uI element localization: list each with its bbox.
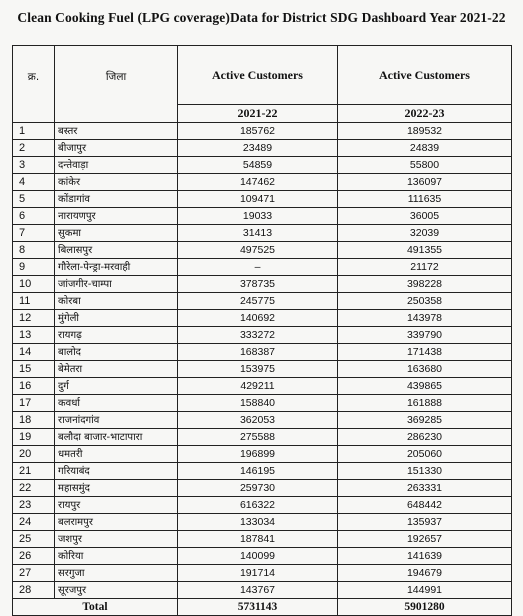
district-cell: सुकमा	[55, 225, 178, 242]
serial-number-cell: 9	[13, 259, 55, 276]
table-row	[13, 480, 512, 497]
customers-2021-22-cell: 54859	[178, 157, 338, 174]
customers-2022-23-cell: 398228	[338, 276, 512, 293]
customers-2021-22-cell: 109471	[178, 191, 338, 208]
year-header-a: 2021-22	[178, 105, 338, 123]
customers-2021-22-cell: 497525	[178, 242, 338, 259]
serial-number-cell: 23	[13, 497, 55, 514]
customers-2022-23-cell: 439865	[338, 378, 512, 395]
customers-2022-23-cell: 161888	[338, 395, 512, 412]
customers-2021-22-cell: 143767	[178, 582, 338, 599]
customers-2021-22-cell: 140692	[178, 310, 338, 327]
table-row	[13, 140, 512, 157]
table-row	[13, 276, 512, 293]
customers-2021-22-cell: 333272	[178, 327, 338, 344]
customers-2022-23-cell: 194679	[338, 565, 512, 582]
table-row	[13, 361, 512, 378]
table-row	[13, 412, 512, 429]
district-cell: बीजापुर	[55, 140, 178, 157]
district-cell: सरगुजा	[55, 565, 178, 582]
serial-number-cell: 8	[13, 242, 55, 259]
customers-2022-23-cell: 136097	[338, 174, 512, 191]
table-row	[13, 582, 512, 599]
district-cell: कांकेर	[55, 174, 178, 191]
district-cell: बिलासपुर	[55, 242, 178, 259]
customers-2022-23-cell: 286230	[338, 429, 512, 446]
serial-number-cell: 3	[13, 157, 55, 174]
year-header-b: 2022-23	[338, 105, 512, 123]
customers-2022-23-cell: 143978	[338, 310, 512, 327]
serial-number-cell: 12	[13, 310, 55, 327]
district-cell: कोरबा	[55, 293, 178, 310]
table-row	[13, 259, 512, 276]
district-cell: जांजगीर-चाम्पा	[55, 276, 178, 293]
district-cell: महासमुंद	[55, 480, 178, 497]
serial-number-cell: 17	[13, 395, 55, 412]
customers-2022-23-cell: 171438	[338, 344, 512, 361]
table-row	[13, 208, 512, 225]
customers-2022-23-cell: 192657	[338, 531, 512, 548]
serial-number-cell: 13	[13, 327, 55, 344]
district-cell: मुंगेली	[55, 310, 178, 327]
district-cell: कवर्धा	[55, 395, 178, 412]
serial-number-cell: 26	[13, 548, 55, 565]
table-row	[13, 548, 512, 565]
table-row	[13, 310, 512, 327]
district-cell: दुर्ग	[55, 378, 178, 395]
district-cell: रायगढ़	[55, 327, 178, 344]
customers-2021-22-cell: 362053	[178, 412, 338, 429]
customers-2021-22-cell: 23489	[178, 140, 338, 157]
serial-number-cell: 10	[13, 276, 55, 293]
customers-2021-22-cell: 133034	[178, 514, 338, 531]
serial-number-cell: 19	[13, 429, 55, 446]
customers-2021-22-cell: 140099	[178, 548, 338, 565]
customers-2021-22-cell: 429211	[178, 378, 338, 395]
table-row	[13, 565, 512, 582]
table-row	[13, 531, 512, 548]
customers-2022-23-cell: 24839	[338, 140, 512, 157]
serial-number-cell: 20	[13, 446, 55, 463]
serial-number-cell: 14	[13, 344, 55, 361]
active-customers-header-a: Active Customers	[178, 46, 338, 105]
customers-2022-23-cell: 648442	[338, 497, 512, 514]
serial-number-cell: 6	[13, 208, 55, 225]
customers-2022-23-cell: 111635	[338, 191, 512, 208]
district-cell: बस्तर	[55, 123, 178, 140]
customers-2022-23-cell: 250358	[338, 293, 512, 310]
active-customers-header-b: Active Customers	[338, 46, 512, 105]
serial-number-cell: 21	[13, 463, 55, 480]
table-row	[13, 395, 512, 412]
customers-2021-22-cell: 616322	[178, 497, 338, 514]
customers-2021-22-cell: 168387	[178, 344, 338, 361]
document-title: Clean Cooking Fuel (LPG coverage)Data for District SDG Dashboard Year 2021-22	[17, 10, 506, 25]
customers-2021-22-cell: 187841	[178, 531, 338, 548]
customers-2021-22-cell: 191714	[178, 565, 338, 582]
serial-number-cell: 27	[13, 565, 55, 582]
customers-2021-22-cell: 158840	[178, 395, 338, 412]
serial-number-cell: 28	[13, 582, 55, 599]
district-cell: बलौदा बाजार-भाटापारा	[55, 429, 178, 446]
customers-2021-22-cell: 245775	[178, 293, 338, 310]
table-row	[13, 344, 512, 361]
customers-2021-22-cell: 19033	[178, 208, 338, 225]
table-row	[13, 463, 512, 480]
customers-2021-22-cell: 31413	[178, 225, 338, 242]
district-header: जिला	[55, 46, 178, 123]
customers-2021-22-cell: 147462	[178, 174, 338, 191]
customers-2022-23-cell: 189532	[338, 123, 512, 140]
district-cell: रायपुर	[55, 497, 178, 514]
serial-number-header: क्र.	[13, 46, 55, 123]
district-cell: सूरजपुर	[55, 582, 178, 599]
customers-2022-23-cell: 36005	[338, 208, 512, 225]
customers-2022-23-cell: 144991	[338, 582, 512, 599]
serial-number-cell: 1	[13, 123, 55, 140]
table-row	[13, 378, 512, 395]
customers-2021-22-cell: 196899	[178, 446, 338, 463]
total-2021-22: 5731143	[178, 599, 338, 616]
total-row	[13, 599, 512, 616]
customers-2022-23-cell: 163680	[338, 361, 512, 378]
customers-2021-22-cell: 259730	[178, 480, 338, 497]
district-cell: बालोद	[55, 344, 178, 361]
table-row	[13, 293, 512, 310]
customers-2021-22-cell: 185762	[178, 123, 338, 140]
header-row	[13, 46, 512, 105]
serial-number-cell: 15	[13, 361, 55, 378]
serial-number-cell: 24	[13, 514, 55, 531]
serial-number-cell: 22	[13, 480, 55, 497]
district-cell: धमतरी	[55, 446, 178, 463]
table-row	[13, 191, 512, 208]
lpg-coverage-table	[12, 45, 512, 616]
table-row	[13, 225, 512, 242]
table-row	[13, 157, 512, 174]
district-cell: बलरामपुर	[55, 514, 178, 531]
district-cell: गौरेला-पेन्ड्रा-मरवाही	[55, 259, 178, 276]
customers-2022-23-cell: 339790	[338, 327, 512, 344]
table-row	[13, 327, 512, 344]
district-cell: राजनांदगांव	[55, 412, 178, 429]
table-row	[13, 514, 512, 531]
customers-2022-23-cell: 263331	[338, 480, 512, 497]
customers-2021-22-cell: 153975	[178, 361, 338, 378]
serial-number-cell: 5	[13, 191, 55, 208]
district-cell: बेमेतरा	[55, 361, 178, 378]
serial-number-cell: 11	[13, 293, 55, 310]
customers-2022-23-cell: 135937	[338, 514, 512, 531]
serial-number-cell: 4	[13, 174, 55, 191]
district-cell: दन्तेवाड़ा	[55, 157, 178, 174]
district-cell: नारायणपुर	[55, 208, 178, 225]
customers-2022-23-cell: 55800	[338, 157, 512, 174]
customers-2021-22-cell: 378735	[178, 276, 338, 293]
table-row	[13, 446, 512, 463]
customers-2022-23-cell: 205060	[338, 446, 512, 463]
customers-2022-23-cell: 32039	[338, 225, 512, 242]
serial-number-cell: 18	[13, 412, 55, 429]
table-row	[13, 174, 512, 191]
table-row	[13, 497, 512, 514]
customers-2022-23-cell: 151330	[338, 463, 512, 480]
table-row	[13, 429, 512, 446]
total-label: Total	[13, 599, 178, 616]
table-row	[13, 242, 512, 259]
customers-2022-23-cell: 369285	[338, 412, 512, 429]
district-cell: गरियाबंद	[55, 463, 178, 480]
district-cell: कोरिया	[55, 548, 178, 565]
serial-number-cell: 7	[13, 225, 55, 242]
customers-2021-22-cell: 146195	[178, 463, 338, 480]
customers-2022-23-cell: 141639	[338, 548, 512, 565]
customers-2022-23-cell: 491355	[338, 242, 512, 259]
district-cell: कोंडागांव	[55, 191, 178, 208]
customers-2021-22-cell: 275588	[178, 429, 338, 446]
table-body	[13, 123, 512, 599]
serial-number-cell: 16	[13, 378, 55, 395]
serial-number-cell: 2	[13, 140, 55, 157]
total-2022-23: 5901280	[338, 599, 512, 616]
serial-number-cell: 25	[13, 531, 55, 548]
district-cell: जशपुर	[55, 531, 178, 548]
customers-2022-23-cell: 21172	[338, 259, 512, 276]
customers-2021-22-cell: –	[178, 259, 338, 276]
table-row	[13, 123, 512, 140]
